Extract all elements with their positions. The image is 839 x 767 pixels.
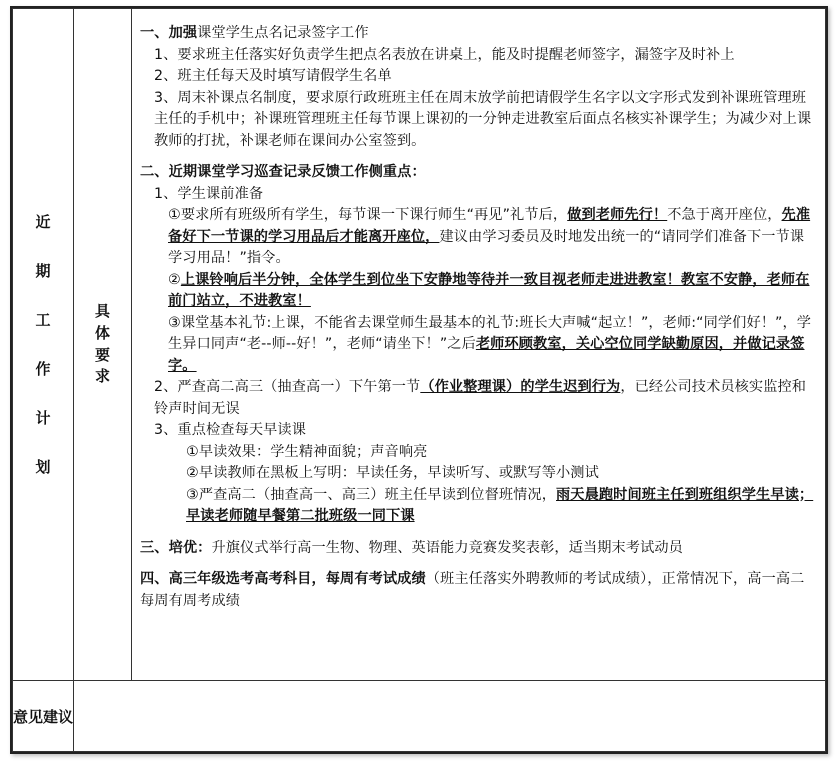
section-1-item-1: 1、要求班主任落实好负责学生把点名表放在讲桌上，能及时提醒老师签字，漏签字及时补上 (154, 46, 735, 63)
section-2-sub-2: 2、严查高二高三（抽查高一）下午第一节（作业整理课）的学生迟到行为，已经公司技术员核实监控和铃声时间无误 (154, 379, 807, 417)
work-plan-table (12, 8, 826, 752)
requirements-content-cell (132, 9, 826, 681)
morning-reading-point-2: ②早读教师在黑板上写明：早读任务，早读听写、或默写等小测试 (186, 465, 599, 481)
section-2-point-3: ③课堂基本礼节:上课，不能省去课堂师生最基本的礼节:班长大声喊“起立！”，老师:“同学们好！”，学生异口同声“老--师--好！”，老师“请坐下！”之后老师环顾教室，关心空位同学缺勤原因，并做记录签字。 (168, 314, 812, 374)
requirements-content (132, 9, 825, 618)
requirement-label-cell (74, 9, 132, 681)
requirement-label-char: 具 (94, 302, 110, 320)
work-plan-table-frame (10, 6, 828, 754)
section-1-heading: 一、加强课堂学生点名记录签字工作 (140, 25, 369, 41)
plan-label-cell (13, 9, 74, 681)
advice-label: 意见建议 (13, 707, 74, 726)
plan-label-char: 近 (35, 212, 51, 231)
plan-label-char: 划 (35, 457, 51, 476)
section-1-item-2: 2、班主任每天及时填写请假学生名单 (154, 68, 392, 84)
requirement-label-char: 体 (94, 323, 110, 342)
requirement-label-char: 求 (94, 367, 110, 386)
plan-label-char: 期 (35, 261, 51, 280)
morning-reading-point-1: ①早读效果：学生精神面貌；声音响亮 (186, 443, 428, 460)
recent-work-plan-label (13, 9, 73, 680)
requirement-label-char: 要 (94, 345, 110, 364)
specific-requirements-label (74, 9, 131, 680)
advice-label-cell (13, 681, 74, 752)
plan-label-char: 计 (35, 408, 51, 427)
advice-content-cell (74, 681, 826, 752)
plan-label-char: 工 (35, 310, 51, 329)
plan-label-char: 作 (35, 359, 51, 378)
section-3: 三、培优：升旗仪式举行高一生物、物理、英语能力竞赛发奖表彰，适当期末考试动员 (140, 539, 683, 556)
section-4: 四、高三年级选考高考科目，每周有考试成绩（班主任落实外聘教师的考试成绩），正常情况下，高一高二每周有周考成绩 (140, 571, 805, 609)
morning-reading-point-3: ③严查高二（抽查高一、高三）班主任早读到位督班情况，雨天晨跑时间班主任到班组织学生早读；早读老师随早餐第二批班级一同下课 (186, 486, 814, 524)
section-2-sub-3: 3、重点检查每天早读课 (154, 422, 307, 438)
section-2-point-1: ①要求所有班级所有学生，每节课一下课行师生“再见”礼节后，做到老师先行！不急于离开座位，先准备好下一节课的学习用品后才能离开座位，建议由学习委员及时地发出统一的“请同学们准备下一节课学习用品！”指令。 (168, 207, 811, 266)
section-2-heading: 二、近期课堂学习巡查记录反馈工作侧重点： (140, 164, 426, 180)
section-1-item-3: 3、周末补课点名制度，要求原行政班班主任在周末放学前把请假学生名字以文字形式发到补课班管理班主任的手机中；补课班管理班主任每节课上课初的一分钟走进教室后面点名核实补课学生；为减少对上课教师的打扰，补课老师在课间办公室签到。 (154, 89, 812, 149)
section-2-sub-1: 1、学生课前准备 (154, 185, 264, 202)
section-2-point-2: ②上课铃响后半分钟，全体学生到位坐下安静地等待并一致目视老师走进进教室！教室不安静，老师在前门站立，不进教室！ (168, 271, 810, 309)
